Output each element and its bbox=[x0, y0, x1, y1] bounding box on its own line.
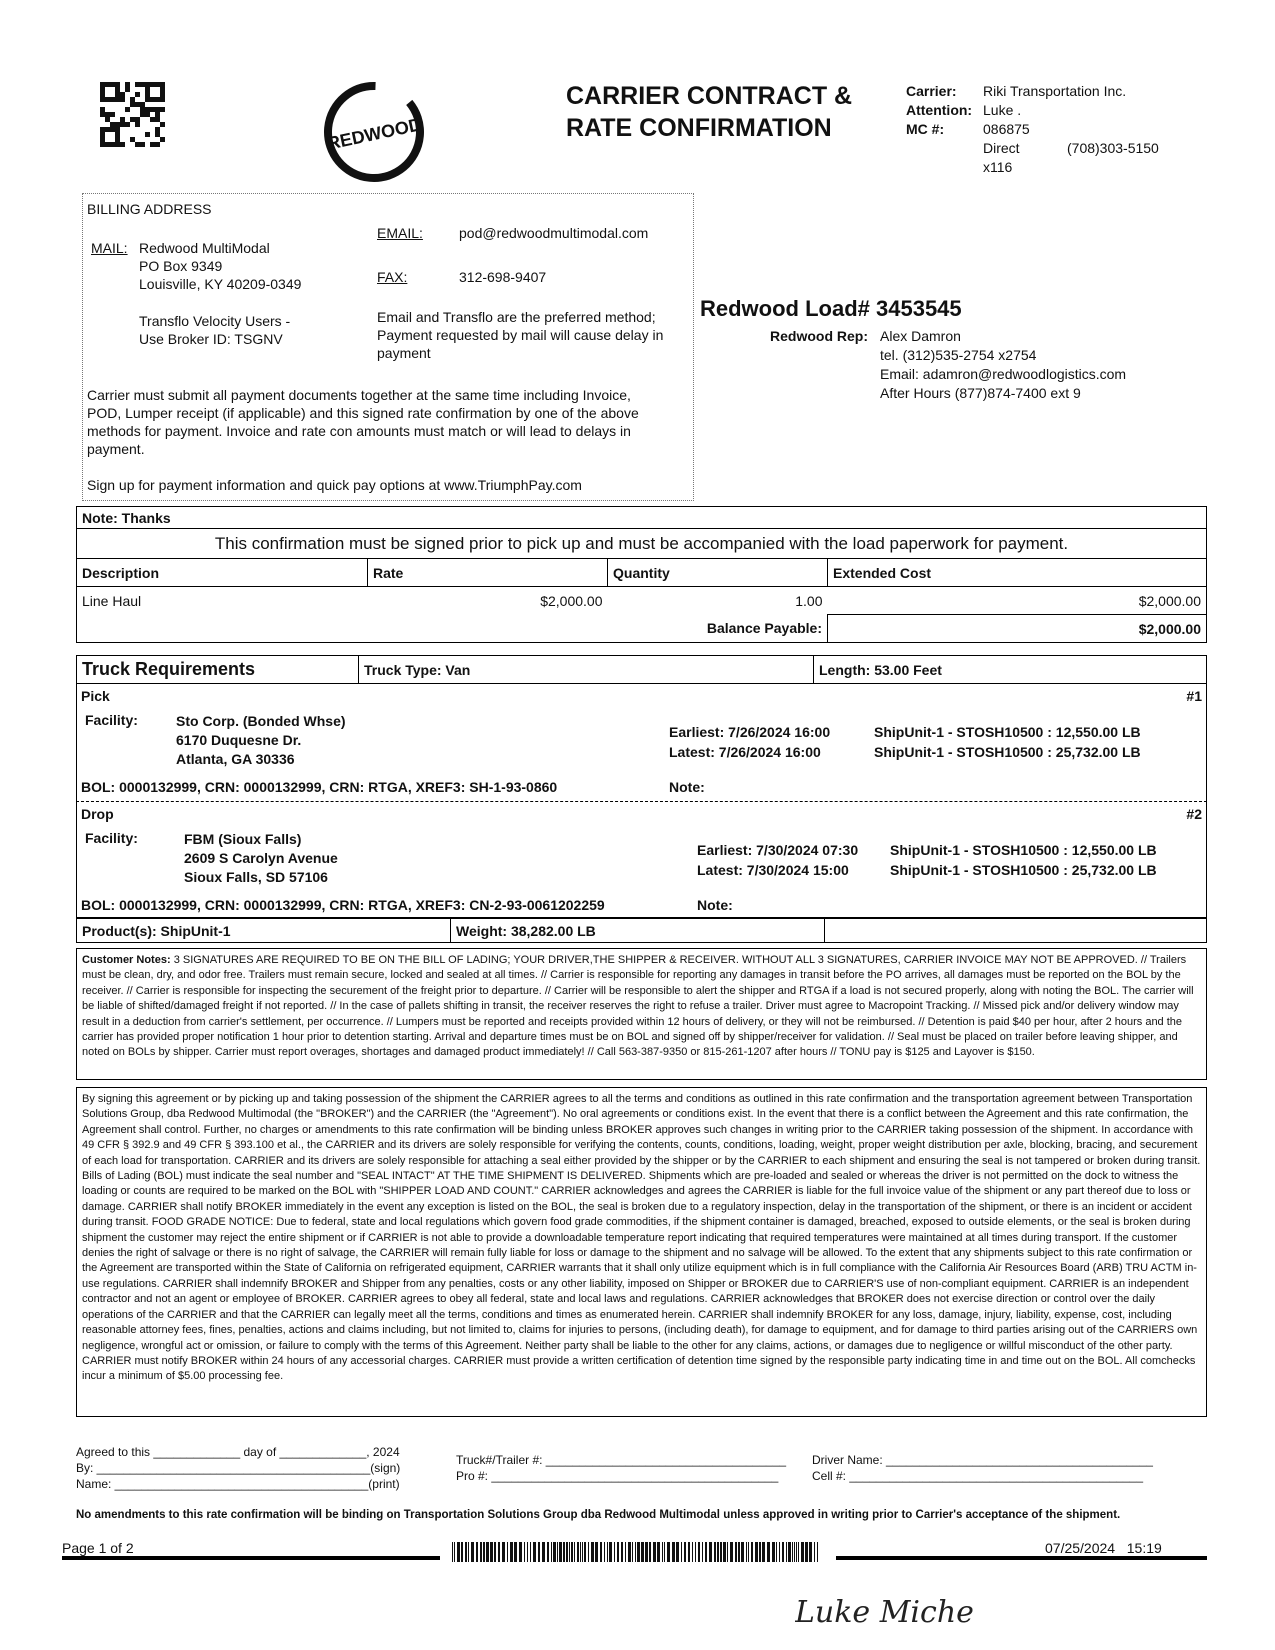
driver-name-line[interactable]: Driver Name: ________________________________________ bbox=[812, 1453, 1153, 1467]
products-table bbox=[76, 918, 1207, 943]
drop-section bbox=[76, 802, 1207, 918]
line-rate: $2,000.00 bbox=[540, 592, 603, 609]
document-title bbox=[566, 80, 852, 144]
pick-latest: Latest: 7/26/2024 16:00 bbox=[669, 744, 821, 760]
amendments-notice: No amendments to this rate confirmation will be binding on Transportation Solutions Group dba Redwood Multimodal unless approved in writing prior to Carrier's acceptance of the shipment. bbox=[76, 1509, 1121, 1521]
fax-value: 312-698-9407 bbox=[459, 269, 547, 285]
mail-line-3: Louisville, KY 40209-0349 bbox=[139, 276, 302, 292]
rep-tel: tel. (312)535-2754 x2754 bbox=[880, 347, 1037, 363]
carrier-info bbox=[906, 82, 1159, 177]
carrier-value: Riki Transportation Inc. bbox=[983, 83, 1127, 99]
pick-shipunit-1: ShipUnit-1 - STOSH10500 : 12,550.00 LB bbox=[874, 724, 1141, 740]
carrier-label: Carrier: bbox=[906, 83, 957, 99]
direct-phone: (708)303-5150 bbox=[1067, 140, 1159, 156]
handwritten-signature bbox=[795, 1588, 985, 1630]
drop-note: Note: bbox=[697, 897, 733, 913]
transflo-line-2: Use Broker ID: TSGNV bbox=[139, 331, 283, 347]
mc-value: 086875 bbox=[983, 121, 1030, 137]
qr-code bbox=[100, 82, 165, 147]
billing-heading: BILLING ADDRESS bbox=[87, 201, 212, 217]
line-quantity: 1.00 bbox=[795, 592, 823, 609]
mail-label: MAIL: bbox=[91, 240, 128, 256]
submit-line-3: methods for payment. Invoice and rate con amounts must match or will lead to delays in bbox=[87, 423, 631, 439]
drop-facility-label: Facility: bbox=[85, 830, 138, 846]
line-description: Line Haul bbox=[77, 587, 368, 615]
submit-line-1: Carrier must submit all payment documents together at the same time including Invoice, bbox=[87, 387, 631, 403]
mail-line-1: Redwood MultiModal bbox=[139, 240, 270, 256]
agreed-line[interactable]: Agreed to this _____________ day of _____________, 2024 bbox=[76, 1445, 400, 1459]
driver-block bbox=[812, 1452, 1153, 1484]
drop-facility-addr1: 2609 S Carolyn Avenue bbox=[184, 850, 338, 866]
customer-notes bbox=[76, 948, 1207, 1080]
drop-shipunit-1: ShipUnit-1 - STOSH10500 : 12,550.00 LB bbox=[890, 842, 1157, 858]
pick-shipunit-2: ShipUnit-1 - STOSH10500 : 25,732.00 LB bbox=[874, 744, 1141, 760]
drop-shipunit-2: ShipUnit-1 - STOSH10500 : 25,732.00 LB bbox=[890, 862, 1157, 878]
col-rate: Rate bbox=[368, 559, 608, 587]
attention-value: Luke . bbox=[983, 102, 1022, 118]
by-line[interactable]: By: _________________________________________(sign) bbox=[76, 1461, 401, 1475]
truck-length: Length: 53.00 Feet bbox=[814, 656, 1207, 684]
redwood-logo bbox=[322, 80, 426, 184]
print-date bbox=[1045, 1540, 1162, 1556]
pick-bol: BOL: 0000132999, CRN: 0000132999, CRN: RTGA, XREF3: SH-1-93-0860 bbox=[81, 779, 558, 795]
pick-facility-label: Facility: bbox=[85, 712, 138, 728]
mail-line-2: PO Box 9349 bbox=[139, 258, 223, 274]
rep-label: Redwood Rep: bbox=[770, 328, 868, 344]
pick-note: Note: bbox=[669, 779, 705, 795]
title-line-1: CARRIER CONTRACT & bbox=[566, 82, 853, 110]
customer-notes-text: 3 SIGNATURES ARE REQUIRED TO BE ON THE BILL OF LADING; YOUR DRIVER,THE SHIPPER & RECEIVER. WITHOUT ALL 3 SIGNATURES, CARRIER INVOICE MAY NOT BE APPROVED. // Trailers must be clean, dry, and odor free. Trailers must remain secure, locked and sealed at all times. // Carrier is responsible for reporting any damages in transit before the PO arrives, all damages must be reported on the BOL by the receiver. // Carrier is responsible for inspecting the securement of the freight prior to departure. // Carrier will be responsible to alert the shipper and RTGA if a load is not secured properly, along with noting the BOL. The carrier will be liable of shifted/damaged freight if not reported. // In the case of pallets shifting in transit, the receiver reserves the right to refuse a trailer. Driver must agree to Macropoint Tracking. // Missed pick and/or delivery window may result in a deduction from carrier's settlement, per occurrence. // Lumpers must be reported and receipts provided within 12 hours of delivery, or they will not be reimbursed. // Detention is paid $40 per hour, after 2 hours and the carrier has provided proper notification 1 hour prior to detention starting. Arrival and departure times must be on BOL and signed off by shipper/receiver for validation. // Seal must be placed on trailer before leaving shipper, and noted on BOLs by shipper. Carrier must report overages, shortages and damaged product immediately! // Call 563-387-9350 or 815-261-1207 after hours // TONU pay is $125 and Layover is $150. bbox=[82, 954, 1194, 1059]
pick-facility-addr1: 6170 Duquesne Dr. bbox=[176, 732, 302, 748]
title-line-2: RATE CONFIRMATION bbox=[566, 114, 832, 142]
rep-name: Alex Damron bbox=[880, 328, 961, 344]
signature-text: Luke Miche bbox=[795, 1595, 974, 1630]
drop-label: Drop bbox=[81, 806, 114, 822]
direct-ext: x116 bbox=[983, 159, 1013, 175]
drop-bol: BOL: 0000132999, CRN: 0000132999, CRN: RTGA, XREF3: CN-2-93-0061202259 bbox=[81, 897, 605, 913]
pick-label: Pick bbox=[81, 688, 110, 704]
drop-number: #2 bbox=[1186, 806, 1202, 822]
col-extended-cost: Extended Cost bbox=[828, 559, 1207, 587]
note-thanks: Note: Thanks bbox=[77, 507, 1207, 529]
products: Product(s): ShipUnit-1 bbox=[77, 919, 451, 943]
email-label: EMAIL: bbox=[377, 225, 423, 241]
transflo-line-1: Transflo Velocity Users - bbox=[139, 313, 291, 329]
balance-label: Balance Payable: bbox=[77, 615, 828, 643]
customer-notes-label: Customer Notes: bbox=[82, 954, 171, 966]
cell-line[interactable]: Cell #: ____________________________________________ bbox=[812, 1469, 1143, 1483]
footer-rule-right bbox=[836, 1556, 1207, 1560]
drop-facility-addr2: Sioux Falls, SD 57106 bbox=[184, 869, 328, 885]
truck-heading: Truck Requirements bbox=[77, 656, 359, 684]
direct-label: Direct bbox=[983, 140, 1020, 156]
confirm-notice: This confirmation must be signed prior to pick up and must be accompanied with the load paperwork for payment. bbox=[77, 529, 1207, 559]
line-extended: $2,000.00 bbox=[828, 587, 1207, 615]
mc-label: MC #: bbox=[906, 121, 945, 137]
name-line[interactable]: Name: ______________________________________(print) bbox=[76, 1477, 400, 1491]
load-number: Redwood Load# 3453545 bbox=[700, 296, 962, 321]
pick-facility-name: Sto Corp. (Bonded Whse) bbox=[176, 713, 346, 729]
terms-and-conditions: By signing this agreement or by picking up and taking possession of the shipment the CARRIER agrees to all the terms and conditions as outlined in this rate confirmation and the transportation agreement between Transportation Solutions Group, dba Redwood Multimodal (the "BROKER") and the CARRIER (the "Agreement"). No oral agreements or conditions exist. In the event that there is a conflict between the Agreement and this rate confirmation, the Agreement shall control. Further, no charges or amendments to this rate confirmation will be binding unless BROKER approves such changes in writing prior to the CARRIER taking possession of the shipment. In accordance with 49 CFR § 392.9 and 49 CFR § 393.100 et al., the CARRIER and its drivers are solely responsible for verifying the contents, counts, conditions, loading, weight, proper weight distribution per axle, blocking, bracing, and securement of each load for transportation. CARRIER and its drivers are solely responsible for attaching a seal either provided by the shipper or by the CARRIER to each shipment and ensuring the seal is not tampered or broken during transit. Bills of Lading (BOL) must indicate the seal number and "SEAL INTACT" AT THE TIME SHIPMENT IS DELIVERED. Shipments which are pre-loaded and sealed or whereas the driver is not permitted on the dock to witness the loading or counts are required to be marked on the BOL with "SHIPPER LOAD AND COUNT." CARRIER acknowledges and agrees the CARRIER is liable for the full invoice value of the shipment or any part thereof due to loss or damage. CARRIER shall notify BROKER immediately in the event any exception is listed on the BOL, the seal is broken due to a regulatory inspection, delay in the transportation of the shipment, or there is an incident or accident during transit. FOOD GRADE NOTICE: Due to federal, state and local regulations which govern food grade commodities, if the shipment container is damaged, breached, exposed to outside elements, or the seal is broken during shipment the customer may reject the entire shipment or if CARRIER is not able to provide a downloadable temperature report indicating that required temperatures were maintained at all times during transport. If the customer denies the right of salvage or there is no right of salvage, the CARRIER will remain fully liable for loss or damage to the shipment and no salvage will be allowed. To the extent that any shipments subject to this rate confirmation or the Agreement are transported within the State of California on refrigerated equipment, CARRIER warrants that it shall only utilize equipment which is in full compliance with the California Air Resources Board (ARB) TRU ACTM in-use regulations. CARRIER shall indemnify BROKER and Shipper from any penalties, costs or any other liability, imposed on Shipper or BROKER due to CARRIER'S use of non-compliant equipment. CARRIER is an independent contractor and not an agent or employee of BROKER. CARRIER agrees to obey all federal, state and local laws and regulations. CARRIER acknowledges that BROKER does not exercise direction or control over the daily operations of the CARRIER and that the CARRIER can legally meet all the terms, conditions and times as enumerated herein. CARRIER shall indemnify BROKER for any loss, damage, injury, liability, expense, cost, including reasonable attorney fees, fines, penalties, actions and claims including, but not limited to, claims for injuries to persons, (including death), for damage to equipment, and for damage to third parties arising out of the CARRIERS own negligence, wrongful act or omission, or failure to comply with the terms of this Agreement. Neither party shall be liable to the other for any claims, actions, or damages due to negligence or willful misconduct of the other party. CARRIER must notify BROKER within 24 hours of any accessorial charges. CARRIER must provide a written certification of detention time signed by the responsible party indicating time in and time out on the BOL. All comchecks incur a minimum of $5.00 processing fee. bbox=[76, 1087, 1207, 1417]
pick-number: #1 bbox=[1186, 688, 1202, 704]
preferred-line-2: Payment requested by mail will cause delay in bbox=[377, 327, 664, 343]
fax-label: FAX: bbox=[377, 269, 408, 285]
weight: Weight: 38,282.00 LB bbox=[451, 919, 825, 943]
submit-line-2: POD, Lumper receipt (if applicable) and this signed rate confirmation by one of the above bbox=[87, 405, 639, 421]
redwood-rep bbox=[770, 327, 1126, 403]
page-number: Page 1 of 2 bbox=[62, 1540, 134, 1556]
attention-label: Attention: bbox=[906, 102, 973, 118]
agreement-signature-block bbox=[76, 1444, 400, 1492]
drop-latest: Latest: 7/30/2024 15:00 bbox=[697, 862, 849, 878]
footer-rule-left bbox=[62, 1556, 440, 1560]
pro-line[interactable]: Pro #: ___________________________________________ bbox=[456, 1469, 779, 1483]
balance-value: $2,000.00 bbox=[828, 615, 1207, 643]
email-value[interactable]: pod@redwoodmultimodal.com bbox=[459, 225, 649, 241]
truck-type: Truck Type: Van bbox=[359, 656, 814, 684]
triumphpay-signup: Sign up for payment information and quick pay options at www.TriumphPay.com bbox=[87, 477, 582, 493]
rep-after-hours: After Hours (877)874-7400 ext 9 bbox=[880, 385, 1081, 401]
drop-facility-name: FBM (Sioux Falls) bbox=[184, 831, 302, 847]
pick-earliest: Earliest: 7/26/2024 16:00 bbox=[669, 724, 831, 740]
barcode bbox=[452, 1542, 822, 1562]
truck-pro-block bbox=[456, 1452, 786, 1484]
col-description: Description bbox=[77, 559, 368, 587]
print-date-value: 07/25/2024 bbox=[1045, 1540, 1116, 1556]
rep-email[interactable]: Email: adamron@redwoodlogistics.com bbox=[880, 366, 1127, 382]
truck-trailer-line[interactable]: Truck#/Trailer #: ____________________________________ bbox=[456, 1453, 787, 1467]
billing-address-box bbox=[82, 193, 694, 501]
print-time-value: 15:19 bbox=[1126, 1540, 1162, 1556]
rates-table bbox=[76, 506, 1207, 643]
preferred-line-1: Email and Transflo are the preferred method; bbox=[377, 309, 656, 325]
pick-section bbox=[76, 684, 1207, 802]
drop-earliest: Earliest: 7/30/2024 07:30 bbox=[697, 842, 859, 858]
logo-text: REDWOOD bbox=[325, 114, 424, 154]
truck-requirements-table bbox=[76, 655, 1207, 684]
pick-facility-addr2: Atlanta, GA 30336 bbox=[176, 751, 295, 767]
col-quantity: Quantity bbox=[608, 559, 828, 587]
preferred-line-3: payment bbox=[377, 345, 431, 361]
submit-line-4: payment. bbox=[87, 441, 145, 457]
